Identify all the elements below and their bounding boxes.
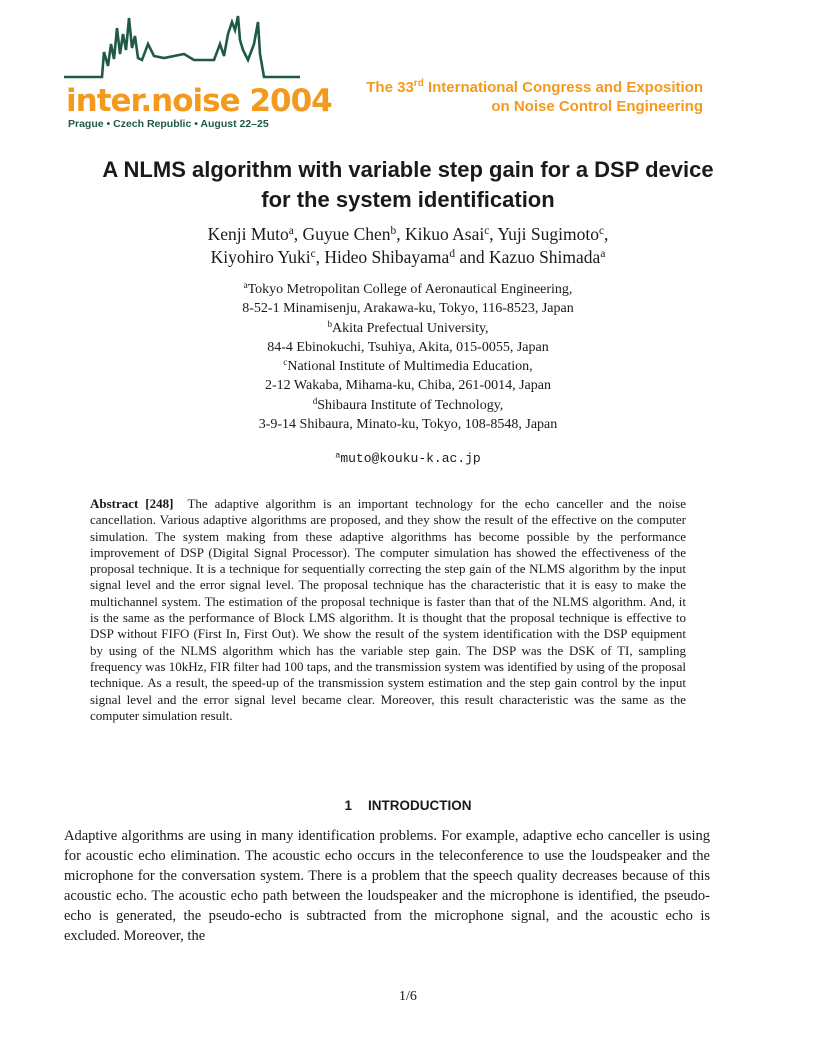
conference-line-2: on Noise Control Engineering	[491, 98, 703, 115]
section-heading	[60, 798, 756, 813]
skyline-logo-graphic	[64, 14, 300, 86]
affiliation-list	[60, 280, 756, 434]
page-number: 1/6	[399, 989, 417, 1004]
author: Kenji Muto$^a$,	[207, 224, 303, 244]
affiliation-address: 8-52-1 Minamisenju, Arakawa-ku, Tokyo, 116-8523, Japan	[242, 301, 574, 317]
affiliation-address: 2-12 Wakaba, Mihama-ku, Chiba, 261-0014, Japan	[265, 378, 551, 394]
affiliation-name: $^b$Akita Prefectual University,	[327, 318, 489, 336]
paper-title: A NLMS algorithm with variable step gain for a DSP device for the system identification	[102, 157, 714, 212]
affiliation-address: 84-4 Ebinokuchi, Tsuhiya, Akita, 015-0055, Japan	[267, 339, 549, 355]
author-line	[60, 246, 756, 269]
conference-line-1: The 33rd International Congress and Exposition	[366, 78, 703, 96]
abstract	[90, 496, 686, 724]
affiliation-address: 3-9-14 Shibaura, Minato-ku, Tokyo, 108-8548, Japan	[258, 417, 558, 433]
author: Kikuo Asai$^c$,	[404, 224, 498, 244]
author-list	[60, 223, 756, 269]
logo-tagline: Prague • Czech Republic • August 22–25	[68, 118, 269, 130]
abstract-label: Abstract [248]	[90, 496, 174, 511]
author: Yuji Sugimoto$^c$,	[497, 224, 609, 244]
author: Kazuo Shimada$^a$	[489, 247, 606, 267]
author: Hideo Shibayama$^d$ and	[324, 247, 490, 267]
affiliation-name: $^d$Shibaura Institute of Technology,	[312, 395, 504, 413]
conference-name	[366, 78, 703, 116]
author: Guyue Chen$^b$,	[302, 224, 405, 244]
logo-wordmark: inter.noise 2004	[66, 83, 332, 119]
section-number: 1	[344, 798, 352, 813]
section-body: Adaptive algorithms are using in many identification problems. For example, adaptive echo canceller is using for acoustic echo elimination. The acoustic echo occurs in the teleconference to use the loudspeaker and the microphone for the conversation system. There is a problem that the speech quality decreases because of this acoustic echo. The acoustic echo path between the loudspeaker and the microphone is identified, the pseudo-echo is generated, the pseudo-echo is subtracted from the microphone signal, and the acoustic echo is excluded. Moreover, the	[64, 828, 710, 944]
affiliation-name: $^a$Tokyo Metropolitan College of Aeronautical Engineering,	[243, 280, 573, 297]
abstract-text: The adaptive algorithm is an important technology for the echo canceller and the noise cancellation. Various adaptive algorithms are proposed, and they show the result of the effective on the computer simulation. The system making from these adaptive algorithms has become possible by the performance improvement of DSP (Digital Signal Processor). The computer simulation has showed the effectiveness of the proposal technique. It is a technique for sequentially correcting the step gain of the NLMS algorithm by the input signal level and the error signal level. The proposal technique has the characteristic that it is easy to make the multichannel system. The estimation of the proposal technique is faster than that of the NLMS algorithm. And, it is the same as the performance of Block LMS algorithm. It is thought that the proposal technique is effective to DSP without FIFO (First In, First Out). We show the result of the system identification with the DSP equipment by using of the NLMS algorithm which has the variable step gain. The DSP was the DSK of TI, sampling frequency was 10kHz, FIR filter had 100 taps, and the transmission system was identified by using of the proposal technique. As a result, the speed-up of the transmission system estimation and the step gain control by the input signal level and the error signal level became clear. Moreover, this result characteristic was the same as the computer simulation result.	[90, 496, 686, 723]
section-title: INTRODUCTION	[368, 798, 472, 813]
contact-email: $^a$muto@kouku-k.ac.jp	[335, 450, 481, 466]
author: Kiyohiro Yuki$^c$,	[210, 247, 325, 267]
author-line	[60, 223, 756, 246]
conference-logo	[64, 14, 332, 132]
affiliation-name: $^c$National Institute of Multimedia Education,	[283, 357, 533, 375]
